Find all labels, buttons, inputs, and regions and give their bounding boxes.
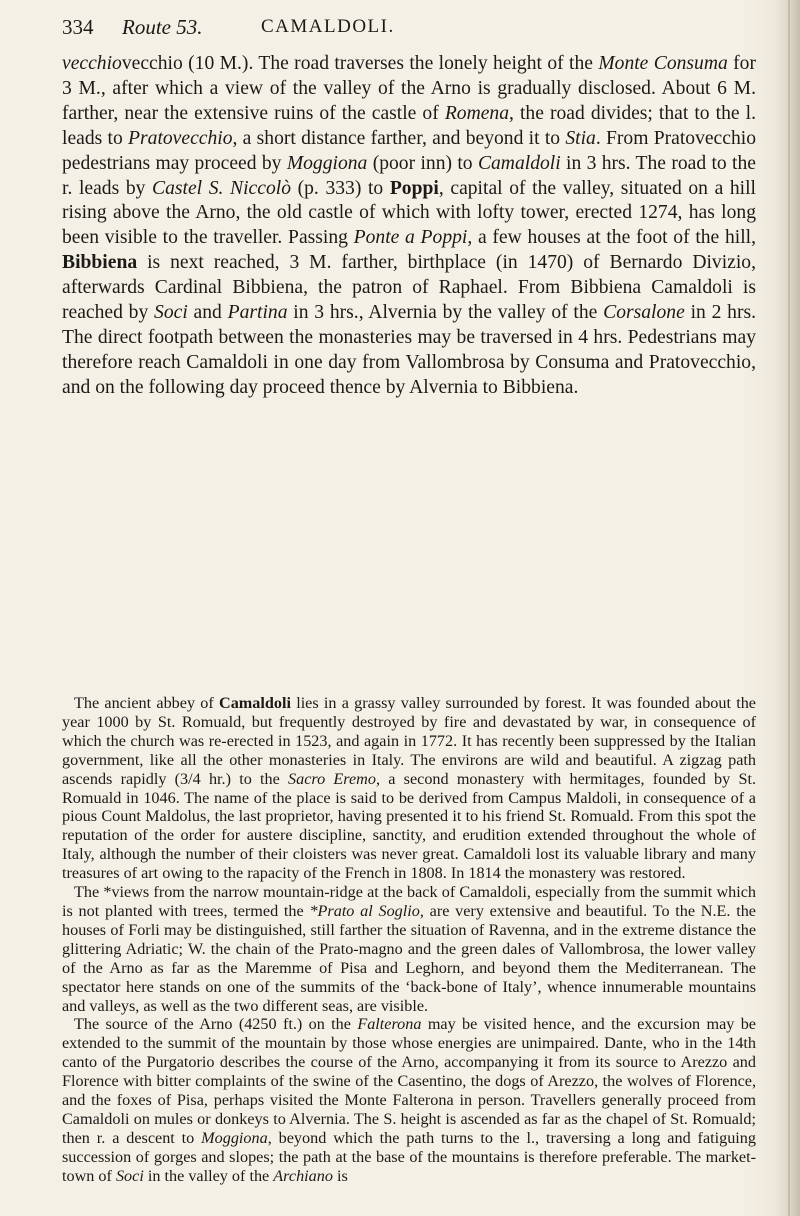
- paragraph-camaldoli-abbey: [62, 694, 756, 883]
- paragraph-route-description: [62, 52, 756, 401]
- term-vecchio: vecchio: [62, 53, 122, 74]
- place-name: Moggiona: [201, 1128, 268, 1147]
- running-title: CAMALDOLI.: [261, 16, 395, 37]
- place-name: Archiano: [273, 1166, 333, 1185]
- place-name: Camaldoli: [477, 152, 561, 174]
- text-run: for 3 M., after which a view of the valley of the Arno is gradually disclosed. About 6 M. farther, near the extensive ruins of the castle of: [62, 53, 756, 124]
- text-run: (p. 333) to: [291, 177, 390, 199]
- text-run: in the valley of the: [143, 1166, 274, 1185]
- place-name: Monte Consuma: [598, 53, 728, 74]
- page-edge-line: [788, 0, 790, 1216]
- small-print-section: [62, 694, 756, 1186]
- place-name: Soci: [154, 302, 188, 324]
- text-run: lies in a grassy valley surrounded by forest. It was founded about the year 1000 by St. Romuald, but frequently destroyed by fire and devastated by war, in consequence of which the church was re-erected in 1523, and again in 1772. It has recently been suppressed by the Italian government, like all the other monasteries in Italy. The environs are wild and beautiful. A zigzag path ascends rapidly (3/4 hr.) to the: [62, 694, 756, 788]
- text-run: may be visited hence, and the excursion may be extended to the summit of the mountain by those whose energies are unimpaired. Dante, who in the 14th canto of the Purgatorio describes the course of the Arno, accompanying it from its source to Arezzo and Florence with bitter complaints of the swine of the Casentino, the dogs of Arezzo, the wolves of Florence, and the foxes of Pisa, perhaps visited the Monte Falterona in person. Travellers generally proceed from Camaldoli on mules or donkeys to Alvernia. The S. height is ascended as far as the chapel of St. Romuald; then r. a descent to: [62, 1015, 756, 1147]
- text-run: The source of the Arno (4250 ft.) on the: [74, 1015, 358, 1034]
- text-run: , beyond which the path turns to the l., traversing a long and fatiguing succession of gorges and slopes; the path at the base of the mountains is therefore preferable. The market-town of: [62, 1128, 756, 1185]
- place-name: Soci: [115, 1166, 144, 1185]
- place-name: Sacro Eremo: [288, 769, 376, 788]
- place-name: Falterona: [357, 1015, 422, 1034]
- text-run: , are very extensive and beautiful. To the N.E. the houses of Forli may be distinguished, still farther the situation of Ravenna, and in the extreme distance the glittering Adriatic; W. the chain of the Prato-magno and the green dales of Vallombrosa, the lower valley of the Arno as far as the Maremme of Pisa and Leghorn, and beyond them the Mediterranean. The spectator here stands on one of the summits of the ‘back-bone of Italy’, whence innumerable mountains and valleys, as well as the two different seas, are visible.: [62, 901, 756, 1015]
- text-run: vecchio (10 M.). The road traverses the lonely height of the: [121, 53, 599, 74]
- place-name: Castel S. Niccolò: [152, 177, 291, 199]
- place-name: Corsalone: [603, 302, 685, 324]
- text-run: is next reached, 3 M. farther, birthplace (in 1470) of Bernardo Divizio, afterwards Cardinal Bibbiena, the patron of Raphael. From Bibbiena Camaldoli is reached by: [62, 252, 756, 324]
- place-name: Partina: [227, 302, 288, 324]
- place-name: Ponte a Poppi: [353, 227, 468, 249]
- text-run: in 3 hrs., Alvernia by the valley of the: [287, 302, 604, 324]
- text-run: and: [187, 302, 228, 324]
- text-run: . From Pratovecchio pedestrians may proceed by: [62, 127, 756, 174]
- place-name: *Prato al Soglio: [309, 901, 420, 920]
- text-run: , capital of the valley, situated on a hill rising above the Arno, the old castle of which with lofty tower, erected 1274, has long been visible to the traveller. Passing: [62, 177, 757, 249]
- text-run: (poor inn) to: [367, 152, 478, 174]
- text-run: , a second monastery with hermitages, founded by St. Romuald in 1046. The name of the place is said to be derived from Campus Maldoli, in consequence of a pious Count Maldolus, the last proprietor, having presented it to his friend St. Romuald. From this spot the reputation of the order for austere discipline, sanctity, and erudition extended throughout the whole of Italy, although the number of their cloisters was never great. Camaldoli lost its valuable library and many treasures of art owing to the rapacity of the French in 1808. In 1814 the monastery was restored.: [62, 769, 756, 883]
- text-run: is: [332, 1166, 348, 1185]
- running-header: [62, 10, 760, 44]
- text-run: The ancient abbey of: [74, 694, 219, 712]
- text-run: in 2 hrs. The direct footpath between the monasteries may be traversed in 4 hrs. Pedestrians may therefore reach Camaldoli in one day from Vallombrosa by Consuma and Pratovecchio, and on the following day proceed thence by Alvernia to Bibbiena.: [62, 302, 756, 398]
- paragraph-views: [62, 883, 756, 1015]
- place-name-bold: Poppi: [389, 177, 439, 199]
- text-run: , a few houses at the foot of the hill,: [467, 227, 756, 249]
- place-name: Romena: [444, 102, 510, 124]
- text-run: , a short distance farther, and beyond it to: [232, 127, 566, 149]
- route-label: Route 53.: [122, 15, 203, 39]
- page-number: 334: [62, 15, 94, 39]
- text-run: The *views from the narrow mountain-ridge at the back of Camaldoli, especially from the summit which is not planted with trees, termed the: [62, 883, 756, 920]
- text-run: , the road divides; that to the l. leads to: [62, 102, 756, 149]
- main-paragraph: [62, 52, 756, 401]
- page-gutter-shadow: [774, 0, 800, 1216]
- paragraph-arno-source: [62, 1015, 756, 1185]
- place-name-bold: Bibbiena: [62, 252, 138, 274]
- place-name: Stia: [565, 127, 596, 149]
- place-name: Moggiona: [286, 152, 368, 174]
- text-run: in 3 hrs. The road to the r. leads by: [62, 152, 756, 199]
- place-name: Pratovecchio: [128, 127, 233, 149]
- place-name-bold: Camaldoli: [219, 694, 291, 712]
